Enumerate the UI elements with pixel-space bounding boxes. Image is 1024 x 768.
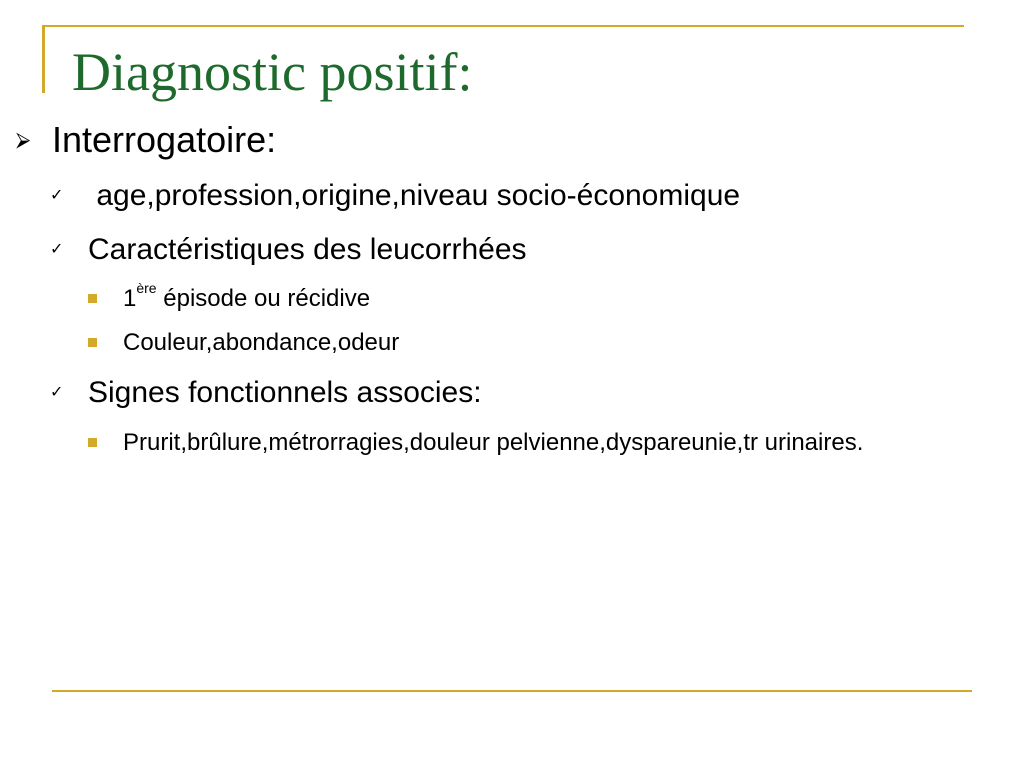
square-bullet-icon [88,294,97,303]
checkmark-icon: ✓ [50,384,64,401]
bullet-text: Interrogatoire: [52,119,277,160]
top-rule [42,25,964,27]
bullet-couleur [88,326,399,359]
arrow-bullet-icon: ⮚ [16,129,31,151]
bottom-rule [52,690,972,692]
square-bullet-icon [88,438,97,447]
checkmark-icon: ✓ [50,241,64,258]
bullet-text: Signes fonctionnels associes: [88,376,482,409]
bullet-text: Caractéristiques des leucorrhées [88,233,527,266]
checkmark-icon: ✓ [50,187,64,204]
bullet-signes [50,374,482,412]
bullet-text: Couleur,abondance,odeur [123,329,400,356]
bullet-age-profession [50,177,740,215]
bullet-interrogatoire [12,118,276,162]
bullet-caracteristiques [50,231,527,269]
episode-number: 1 [123,285,137,312]
left-rule [42,25,45,93]
bullet-text [123,282,370,315]
slide-title: Diagnostic positif: [72,42,473,102]
episode-superscript: ère [136,280,157,296]
bullet-prurit [88,426,863,459]
square-bullet-icon [88,338,97,347]
episode-text: épisode ou récidive [156,285,371,312]
bullet-text: age,profession,origine,niveau socio-économique [88,179,741,212]
bullet-text: Prurit,brûlure,métrorragies,douleur pelvienne,dyspareunie,tr urinaires. [123,429,864,456]
bullet-episode [88,282,370,315]
